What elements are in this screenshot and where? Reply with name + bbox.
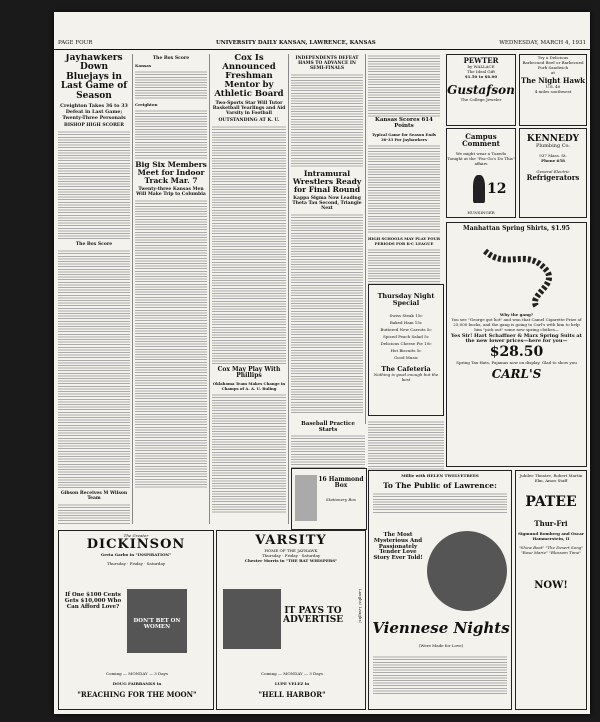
- headline-jayhawkers: Jayhawkers Down Bluejays in Last Game of Season: [60, 54, 128, 101]
- ad-campus-comment: [446, 128, 516, 218]
- article-text: [291, 213, 363, 413]
- headline-wrestlers: Intramural Wrestlers Ready for Final Round: [292, 169, 362, 194]
- ad-kennedy: [519, 128, 587, 218]
- ad-varsity-star2: LUPE VELEZ in: [274, 681, 310, 686]
- deck-twenty-three: Twenty-three Kansas Men Will Make Trip to Columbia: [136, 186, 206, 197]
- ad-nh-tag: 4 miles southwest: [534, 89, 572, 95]
- box-score-rows: [135, 109, 207, 159]
- menu-item: Spiced Peach Salad 5c: [383, 333, 429, 339]
- ad-cafeteria-name: The Cafeteria: [381, 364, 431, 373]
- column-3: [212, 54, 286, 524]
- ad-dick-name: DICKINSON: [86, 537, 186, 552]
- ad-night-hawk: [519, 54, 587, 126]
- ad-nh-name: The Night Hawk: [521, 76, 585, 85]
- ad-patee-days: Thur-Fri: [534, 518, 568, 528]
- ad-kennedy-line: Plumbing Co.: [535, 143, 571, 150]
- menu-item: Hot Biscuits 5c: [390, 347, 422, 353]
- headline-cox: Cox Is Announced Freshman Mentor by Athletic Board: [214, 54, 284, 99]
- ad-nh-line1: Try a Delicious: [537, 55, 569, 60]
- paper-name: UNIVERSITY DAILY KANSAN, LAWRENCE, KANSAS: [215, 40, 376, 46]
- ad-millie: [368, 470, 512, 710]
- ad-dick-film: "REACHING FOR THE MOON": [77, 690, 197, 699]
- ad-carls-logo: CARL'S: [491, 367, 542, 382]
- ad-campus-line2: Tonight at the "Fac-Go's Do This" affairs: [447, 155, 515, 166]
- ad-carls-footer: Spring Tax Hats, Pajamas now on display. Glad to show you: [456, 360, 577, 366]
- headline-big-six: Big Six Members Meet for Indoor Track Mar. 7: [135, 160, 207, 185]
- figure-illustration: [473, 175, 485, 203]
- headline-baseball: Baseball Practice Starts: [301, 421, 355, 433]
- article-text: [291, 73, 363, 168]
- ad-varsity-name: VARSITY: [255, 533, 327, 548]
- article-text: [291, 434, 365, 470]
- column-1: [58, 54, 130, 524]
- figure-illustration: [295, 475, 317, 521]
- ad-kennedy-line2: General Electric: [536, 169, 570, 175]
- ad-thursday-title: Thursday Night Special: [377, 292, 435, 307]
- ad-dickinson: [58, 530, 214, 710]
- ad-carls: [446, 222, 587, 467]
- ad-kennedy-phone: Phone 658: [541, 158, 565, 164]
- column-rule: [132, 54, 133, 524]
- sub-outstanding: OUTSTANDING AT K. U.: [218, 117, 280, 123]
- baseball-article: [291, 422, 365, 470]
- column-rule: [365, 54, 366, 424]
- ad-gustafson-logo: Gustafson: [447, 83, 515, 98]
- column-2: [135, 54, 207, 524]
- ad-kennedy-name: KENNEDY: [526, 134, 580, 144]
- ad-campus-brand: HUNSINGER: [467, 210, 495, 215]
- team-creighton: Creighton: [135, 102, 158, 107]
- ad-varsity-film2: "HELL HARBOR": [258, 690, 326, 699]
- ad-stationery-line: Stationery Box: [325, 497, 357, 502]
- ad-carls-q: Why the gang?: [499, 312, 534, 318]
- menu-item: Delicious Cheese Pie 10c: [380, 340, 432, 346]
- ad-millie-tagline: The Most Mysterious And Passionately Tender Love Story Ever Told!: [373, 532, 423, 562]
- column-rule: [288, 54, 289, 524]
- page-header: [54, 40, 590, 50]
- deck-creighton: Creighton Takes 36 to 33 Defeat in Last Game; Twenty-Three Personals: [60, 103, 128, 122]
- ad-patee-name: PATEE: [525, 494, 577, 510]
- ad-pewter-by: by WALLACE: [467, 64, 495, 70]
- menu-item: Swiss Steak 15c: [389, 312, 423, 318]
- deck-two-sports: Two-Sports Star Will Tutor Basketball Yearlings and Aid Varsity in Football: [212, 100, 286, 116]
- column-4: [291, 54, 363, 422]
- ad-carls-price: $28.50: [489, 344, 544, 361]
- ad-pewter-title: PEWTER: [463, 56, 499, 65]
- ad-carls-body: You see "George got hot" and won that Camel Cigarette Prize of 25,000 bucks, and the gang is going to Carl's with him to help him "pick out" some new spring clothes—: [451, 317, 582, 333]
- ad-millie-title: To The Public of Lawrence:: [383, 481, 497, 490]
- ad-pewter-price: $1.50 to $6.00: [464, 74, 498, 80]
- ad-dick-days: Thursday · Friday · Saturday: [106, 560, 166, 566]
- ad-dick-dont: DON'T BET ON WOMEN: [133, 618, 181, 630]
- figure-illustration: [427, 531, 507, 611]
- ad-millie-text: [373, 655, 507, 695]
- article-text: [368, 54, 440, 118]
- column-rule: [209, 54, 210, 524]
- ad-patee-songs: "Show Boat" "The Desert Song" "Rose Marie" "Blossom Time": [518, 545, 584, 556]
- ad-varsity-slogan: IT PAYS TO ADVERTISE: [283, 606, 344, 626]
- team-kansas: Kansas: [135, 63, 152, 68]
- article-text: [58, 249, 130, 489]
- ad-campus-title: Campus Comment: [462, 132, 500, 149]
- ad-viennese-title: Viennese Nights: [372, 619, 510, 637]
- article-text: [135, 199, 207, 489]
- box-score-title: The Box Score: [152, 56, 190, 61]
- article-text: [212, 393, 286, 513]
- menu-item: Buttered New Carrots 5c: [380, 326, 432, 332]
- ad-varsity-tag: HOME OF THE JAYHAWK: [264, 547, 318, 553]
- ad-campus-number: 12: [487, 181, 507, 197]
- article-text: [368, 144, 440, 234]
- ad-patee: [515, 470, 587, 710]
- ad-cafeteria-tag: Nothing is good enough but the best: [373, 372, 439, 383]
- deck-typical-game: Typical Game for Season Ends 36-33 For Jayhawkers: [371, 131, 436, 142]
- ad-thursday-special: [368, 284, 444, 416]
- ad-varsity: [216, 530, 366, 710]
- ad-patee-now: NOW!: [534, 580, 568, 592]
- sub-bishop: BISHOP HIGH SCORER: [64, 123, 124, 129]
- ad-nh-line3: at: [551, 70, 555, 75]
- menu-list: [369, 313, 443, 360]
- figure-illustration: [223, 589, 281, 649]
- ad-kennedy-addr: 937 Mass. St.: [539, 153, 567, 159]
- ad-patee-by: Sigmund Romberg and Oscar Hammerstein, II: [518, 531, 584, 542]
- ad-pewter-tag: The College Jeweler: [460, 97, 502, 103]
- ad-dick-pre: The Greater: [123, 533, 149, 538]
- figure-illustration: [477, 241, 561, 311]
- sub-box-score: The Box Score: [75, 242, 113, 248]
- ad-nh-addr: U.S. 40: [545, 84, 561, 90]
- ad-varsity-coming: Coming — MONDAY — 3 Days: [261, 671, 323, 676]
- article-text: [58, 130, 130, 240]
- ad-dick-coming: Coming — MONDAY — 3 Days: [106, 671, 168, 676]
- article-text: [58, 503, 130, 524]
- ad-dick-promo: If One $100 Cents Gets $10,000 Who Can Afford Love?: [64, 592, 122, 610]
- ad-patee-pre: Jubilee Theatre, Robert Martin Elm, Amos Staff: [519, 473, 583, 483]
- newspaper-page: [54, 12, 590, 714]
- ad-millie-text: [373, 492, 507, 514]
- headline-cox-phillips: Cox May Play With Phillips: [217, 365, 281, 379]
- issue-date: WEDNESDAY, MARCH 4, 1931: [499, 40, 586, 46]
- ad-kennedy-line3: Refrigerators: [526, 173, 580, 183]
- ad-millie-top: Millie with HELEN TWELVETREES: [401, 473, 479, 478]
- ad-varsity-days: Thursday · Friday · Saturday: [261, 552, 321, 558]
- deck-kappa-sigma: Kappa Sigma Now Leading Theta Tau Second, Triangle Next: [292, 195, 362, 211]
- ad-carls-title: Manhattan Spring Shirts, $1.95: [463, 225, 570, 232]
- ad-pewter: [446, 54, 516, 126]
- ad-campus-line1: We might wear a Tuxedo: [455, 150, 507, 156]
- deck-oklahoma: Oklahoma Team Makes Change in Champs of A. A. U. Ruling: [212, 381, 286, 392]
- ad-pewter-line: The Ideal Gift: [467, 69, 495, 75]
- ad-dick-show: Greta Garbo in "INSPIRATION": [100, 551, 172, 557]
- box-score-rows: [135, 70, 207, 100]
- ad-carls-yes: Yes Sir! Hart Schaffner & Marx Spring Suits at the new lower prices—here for you—: [451, 333, 582, 345]
- page-number: PAGE FOUR: [58, 40, 93, 46]
- menu-item: Baked Ham 15c: [389, 319, 423, 325]
- ad-stationery: [291, 468, 367, 530]
- menu-item: Good Music: [393, 354, 419, 360]
- ad-stationery-title: 16 Hammond Box: [318, 476, 364, 490]
- headline-kansas-scores: Kansas Scores 614 Points: [375, 117, 433, 129]
- ad-varsity-laugh: Laughs! Laughs!: [358, 589, 363, 624]
- ad-viennese-tag: (Were Made for Love): [418, 643, 464, 648]
- ad-nh-line2: Barbecued Beef or Barbecued Pork Sandwich: [522, 60, 584, 70]
- ad-dick-star: DOUG FAIRBANKS in: [112, 681, 162, 686]
- sub-gibson: Gibson Receives M Wilson Team: [60, 491, 128, 502]
- sub-high-schools: HIGH SCHOOLS MAY PLAY FOUR PERIODS FOR K-C LEAGUE: [368, 235, 440, 246]
- headline-independents: INDEPENDENTS DEFEAT HAMS TO ADVANCE IN SEMI-FINALS: [295, 56, 359, 71]
- article-text: [212, 125, 286, 365]
- ad-varsity-star: Chester Morris in "THE BAT WHISPERS": [244, 557, 338, 563]
